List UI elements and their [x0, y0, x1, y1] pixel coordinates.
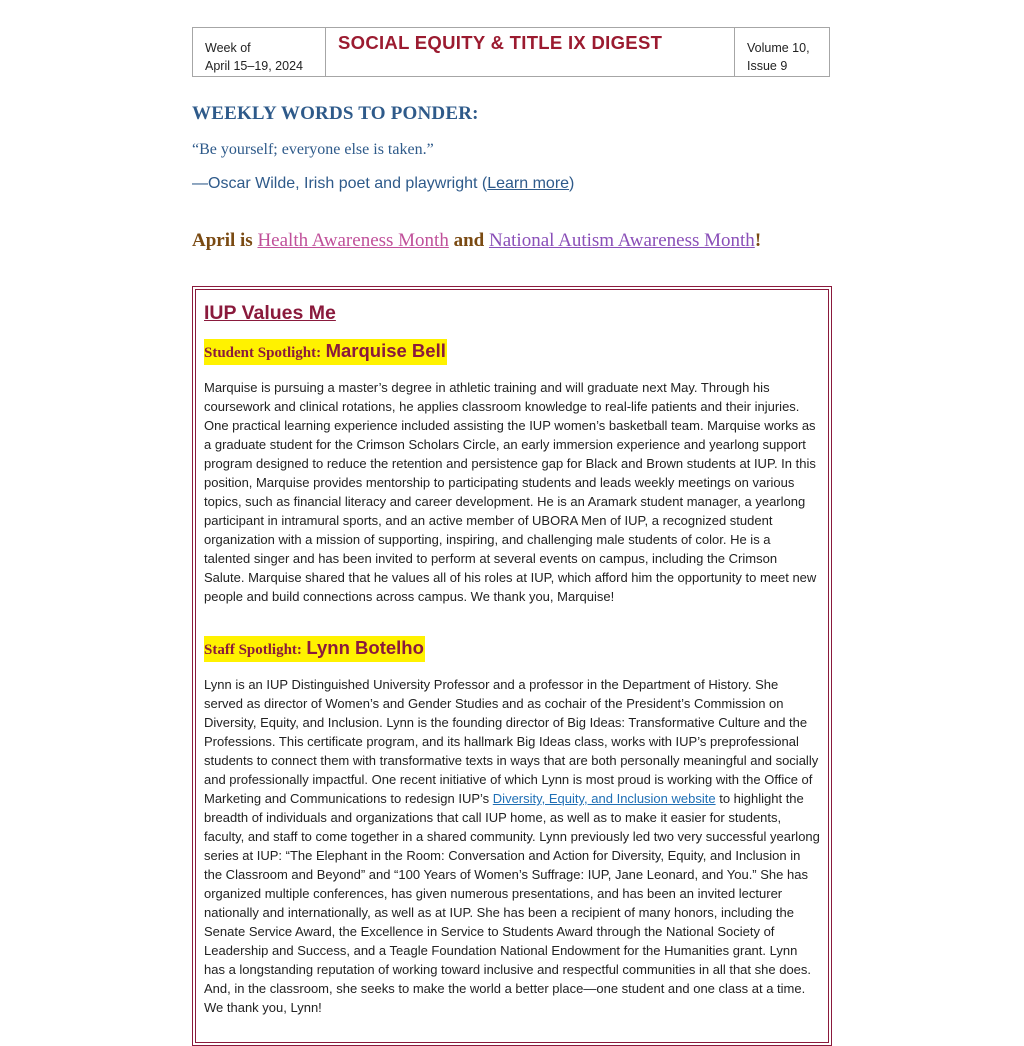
attribution-prefix: —Oscar Wilde, Irish poet and playwright ( [192, 175, 488, 192]
april-prefix: April is [192, 230, 253, 251]
issue-label: Issue 9 [747, 59, 788, 73]
header-issue-cell [735, 28, 829, 76]
ponder-heading: WEEKLY WORDS TO PONDER: [192, 103, 479, 124]
attribution-suffix: ) [569, 175, 575, 192]
learn-more-link[interactable]: Learn more [487, 175, 570, 192]
values-box [192, 286, 832, 1046]
april-and: and [453, 230, 485, 251]
staff-spotlight-text [204, 675, 820, 1017]
staff-spotlight-name: Lynn Botelho [306, 637, 424, 658]
dei-website-link[interactable]: Diversity, Equity, and Inclusion website [492, 791, 716, 806]
quote-attribution [192, 175, 574, 193]
student-spotlight-heading [204, 339, 447, 365]
week-dates: April 15–19, 2024 [205, 59, 303, 73]
staff-text-after: to highlight the breadth of individuals and organizations that call IUP home, as well as to make it easier for students, faculty, and staff to come together in a shared community. Lynn previously led two very successful yearlong series at IUP: “The Elephant in the Room: Conversation and Action for Diversity, Equity, and Inclusion in the Classroom and Beyond” and “100 Years of Women’s Suffrage: IUP, Jane Leonard, and You.” She has organized multiple conferences, has given numerous presentations, and has been an invited lecturer nationally and internationally, as well as at IUP. She has been a recipient of many honors, including the Senate Service Award, the Excellence in Service to Students Award through the National Society of Leadership and Success, and a Teagle Foundation National Endowment for the Humanities grant. Lynn has a longstanding reputation of working toward inclusive and respectful communities in all that she does. And, in the classroom, she seeks to make the world a better place—one student and one class at a time. We thank you, Lynn! [204, 791, 820, 1015]
april-exclamation: ! [754, 230, 762, 251]
staff-spotlight-heading [204, 636, 425, 662]
staff-text-before: Lynn is an IUP Distinguished University Professor and a professor in the Department of History. She served as director of Women’s and Gender Studies and as cochair of the President’s Commission on Diversity, Equity, and Inclusion. Lynn is the founding director of Big Ideas: Transformative Culture and the Professions. This certificate program, and its hallmark Big Ideas class, works with IUP’s preprofessional students to connect them with transformative texts in ways that are both personally meaningful and socially and professionally impactful. One recent initiative of which Lynn is most proud is working with the Office of Marketing and Communications to redesign IUP’s [204, 677, 819, 806]
week-label: Week of [205, 41, 251, 55]
autism-awareness-link[interactable]: National Autism Awareness Month [488, 230, 755, 251]
newsletter-header [192, 27, 830, 77]
staff-spotlight-label: Staff Spotlight: [204, 642, 302, 658]
health-awareness-link[interactable]: Health Awareness Month [257, 230, 449, 251]
header-week-cell [193, 28, 326, 76]
student-spotlight-name: Marquise Bell [325, 340, 446, 361]
student-spotlight-label: Student Spotlight: [204, 345, 322, 361]
ponder-quote: “Be yourself; everyone else is taken.” [192, 141, 434, 158]
april-awareness-line [192, 230, 761, 252]
volume-label: Volume 10, [747, 41, 810, 55]
digest-title: SOCIAL EQUITY & TITLE IX DIGEST [338, 32, 663, 53]
values-box-inner [195, 289, 829, 1043]
values-title: IUP Values Me [204, 302, 336, 324]
section-spacer [204, 606, 820, 623]
header-title-cell [326, 28, 735, 76]
student-spotlight-text: Marquise is pursuing a master’s degree in athletic training and will graduate next May. Through his coursework and clinical rotations, he applies classroom knowledge to real-life patients and their injuries. One practical learning experience included assisting the IUP women’s basketball team. Marquise works as a graduate student for the Crimson Scholars Circle, an early immersion experience and yearlong support program designed to reduce the retention and persistence gap for Black and Brown students at IUP. In this position, Marquise provides mentorship to participating students and leads weekly meetings on various topics, such as financial literacy and career development. He is an Aramark student manager, a yearlong participant in intramural sports, and an active member of UBORA Men of IUP, a recognized student organization with a mission of supporting, inspiring, and challenging male students of color. He is a talented singer and has been invited to perform at several events on campus, including the Crimson Salute. Marquise shared that he values all of his roles at IUP, which afford him the opportunity to meet new people and build connections across campus. We thank you, Marquise! [204, 380, 817, 604]
